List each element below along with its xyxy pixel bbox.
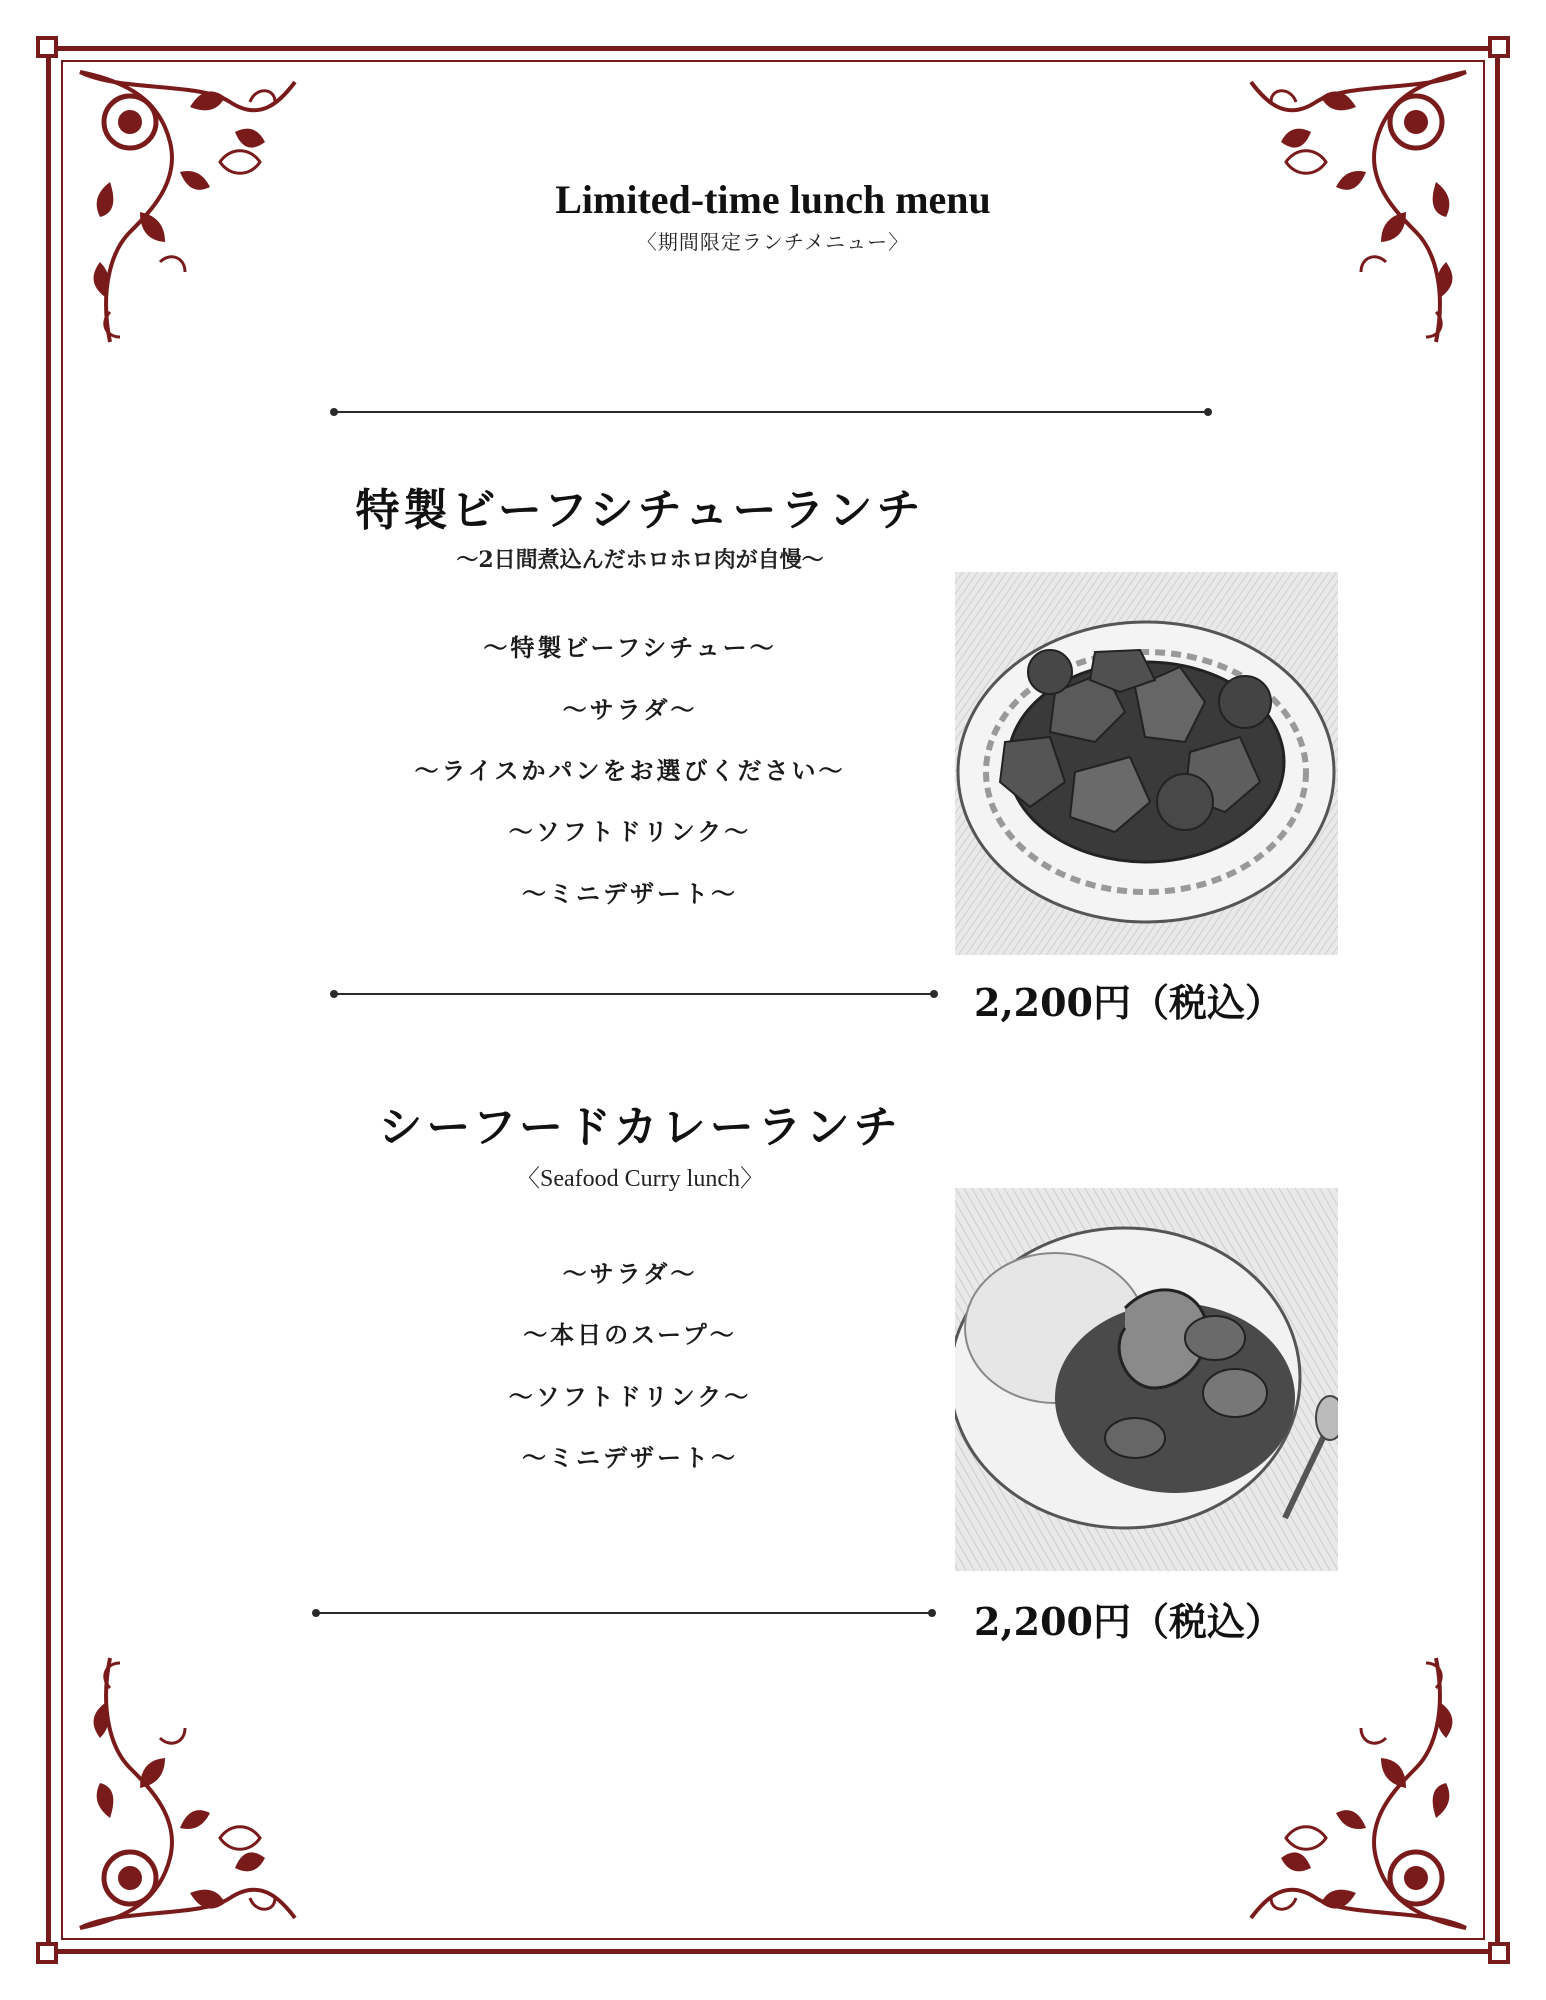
corner-square-bottom-right <box>1488 1942 1510 1964</box>
menu-subtitle: 〈期間限定ランチメニュー〉 <box>636 230 910 254</box>
course-item: 〜ソフトドリンク〜 <box>508 1382 752 1411</box>
divider-dish-2 <box>316 1612 932 1614</box>
dish-name-seafood-curry: シーフードカレーランチ <box>378 1102 902 1153</box>
dish-subtitle-beef-stew: 〜2日間煮込んだホロホロ肉が自慢〜 <box>456 547 824 573</box>
course-item: 〜特製ビーフシチュー〜 <box>483 633 777 662</box>
menu-title: Limited-time lunch menu <box>555 177 991 222</box>
dish-subtitle-seafood-curry: 〈Seafood Curry lunch〉 <box>516 1166 764 1192</box>
course-item: 〜ミニデザート〜 <box>522 879 738 908</box>
course-item: 〜サラダ〜 <box>562 695 698 724</box>
ornament-bottom-right <box>1246 1638 1476 1938</box>
corner-square-bottom-left <box>36 1942 58 1964</box>
course-item: 〜本日のスープ〜 <box>523 1320 737 1349</box>
price-seafood-curry: 2,200円（税込） <box>974 1599 1283 1644</box>
divider-dish-1 <box>334 993 934 995</box>
course-item: 〜ミニデザート〜 <box>522 1443 738 1472</box>
corner-square-top-right <box>1488 36 1510 58</box>
ornament-bottom-left <box>70 1638 300 1938</box>
price-beef-stew: 2,200円（税込） <box>974 980 1283 1025</box>
course-item: 〜ライスかパンをお選びください〜 <box>414 756 846 785</box>
dish-name-beef-stew: 特製ビーフシチューランチ <box>355 485 925 536</box>
course-item: 〜ソフトドリンク〜 <box>508 817 752 846</box>
corner-square-top-left <box>36 36 58 58</box>
divider-top <box>334 411 1208 413</box>
course-item: 〜サラダ〜 <box>562 1259 698 1288</box>
seafood-curry-illustration <box>955 1188 1338 1571</box>
beef-stew-illustration <box>955 572 1338 955</box>
